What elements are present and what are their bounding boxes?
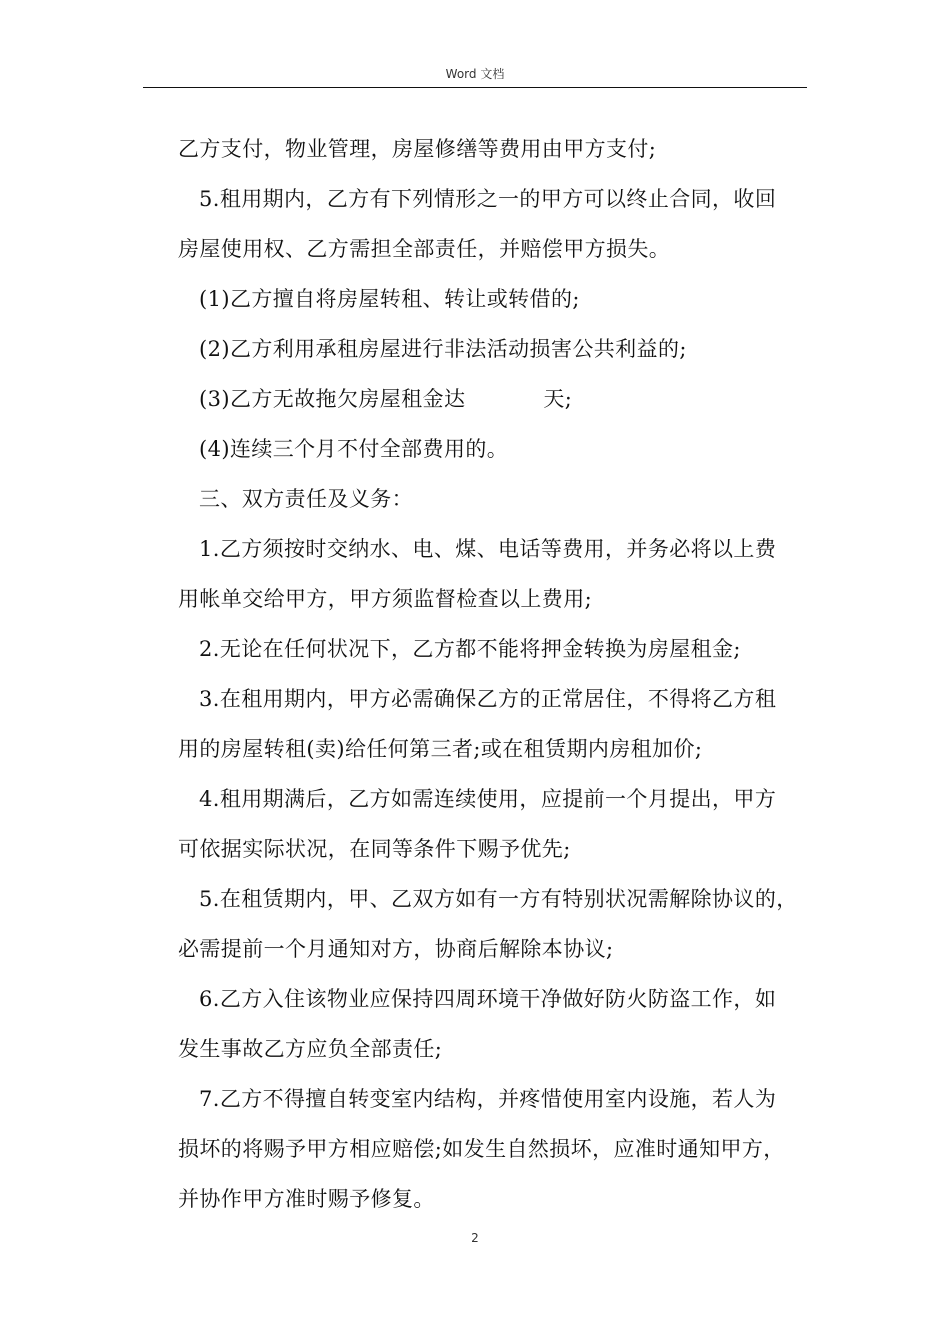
paragraph-line: 4.租用期满后，乙方如需连续使用，应提前一个月提出，甲方 — [199, 787, 777, 811]
list-item: (2)乙方利用承租房屋进行非法活动损害公共利益的; — [199, 337, 687, 361]
list-item-text-after-blank: 天; — [543, 387, 573, 411]
paragraph-line: 发生事故乙方应负全部责任; — [178, 1037, 443, 1061]
page-header — [0, 66, 950, 82]
list-item-text-before-blank: (3)乙方无故拖欠房屋租金达 — [199, 387, 466, 411]
paragraph-line: 5.在租赁期内，甲、乙双方如有一方有特别状况需解除协议的， — [199, 887, 798, 911]
paragraph-line: 必需提前一个月通知对方，协商后解除本协议; — [178, 937, 614, 961]
paragraph-line: 可依据实际状况，在同等条件下赐予优先; — [178, 837, 571, 861]
paragraph-line: 3.在租用期内，甲方必需确保乙方的正常居住，不得将乙方租 — [199, 687, 777, 711]
paragraph-line: 2.无论在任何状况下，乙方都不能将押金转换为房屋租金; — [199, 637, 741, 661]
paragraph-line: 用的房屋转租(卖)给任何第三者;或在租赁期内房租加价; — [178, 737, 703, 761]
paragraph-line: 用帐单交给甲方，甲方须监督检查以上费用; — [178, 587, 593, 611]
header-divider — [143, 87, 807, 88]
paragraph-line: 5.租用期内，乙方有下列情形之一的甲方可以终止合同，收回 — [199, 187, 777, 211]
header-title: Word 文档 — [445, 67, 505, 81]
paragraph-line: 7.乙方不得擅自转变室内结构，并疼惜使用室内设施，若人为 — [199, 1087, 777, 1111]
list-item-with-blank — [178, 374, 808, 424]
page-footer — [0, 1230, 950, 1246]
page-number: 2 — [471, 1231, 479, 1245]
list-item: (1)乙方擅自将房屋转租、转让或转借的; — [199, 287, 580, 311]
list-item: (4)连续三个月不付全部费用的。 — [199, 437, 509, 461]
paragraph-line: 6.乙方入住该物业应保持四周环境干净做好防火防盗工作，如 — [199, 987, 777, 1011]
paragraph-line: 房屋使用权、乙方需担全部责任，并赔偿甲方损失。 — [178, 237, 671, 261]
section-heading: 三、双方责任及义务： — [199, 487, 413, 511]
paragraph-line: 1.乙方须按时交纳水、电、煤、电话等费用，并务必将以上费 — [199, 537, 777, 561]
paragraph-line: 并协作甲方准时赐予修复。 — [178, 1187, 435, 1211]
paragraph-line: 乙方支付，物业管理，房屋修缮等费用由甲方支付; — [178, 137, 657, 161]
paragraph-line: 损坏的将赐予甲方相应赔偿;如发生自然损坏，应准时通知甲方， — [178, 1137, 785, 1161]
document-body — [178, 124, 808, 1224]
